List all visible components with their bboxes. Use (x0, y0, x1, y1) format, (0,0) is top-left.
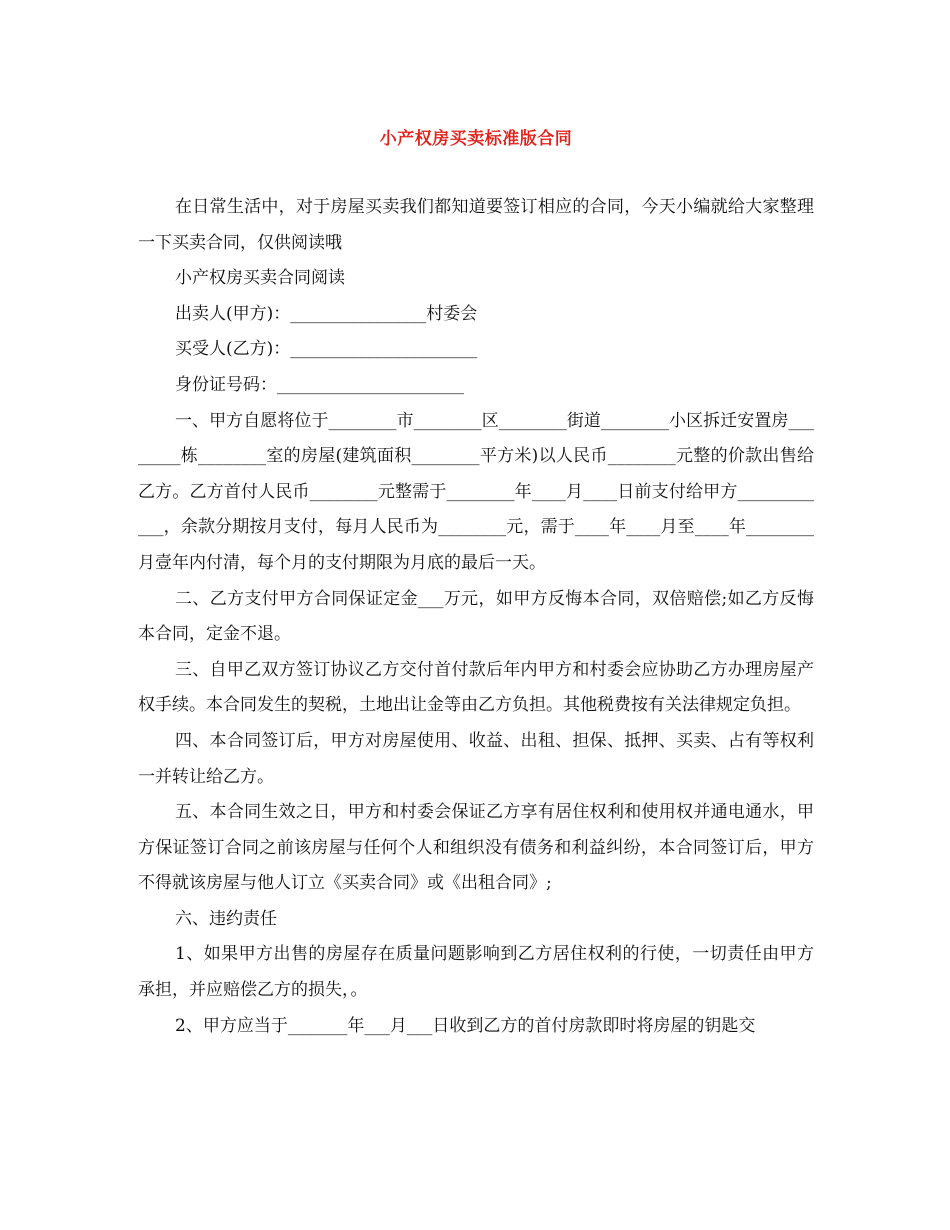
clause-2: 二、乙方支付甲方合同保证定金___万元，如甲方反悔本合同，双倍赔偿;如乙方反悔本合同，定金不退。 (138, 588, 814, 645)
contract-heading: 小产权房买卖合同阅读 (175, 268, 345, 289)
document-title: 小产权房买卖标准版合同 (379, 129, 573, 149)
clause-3: 三、自甲乙双方签订协议乙方交付首付款后年内甲方和村委会应协助乙方办理房屋产权手续。本合同发生的契税，土地出让金等由乙方负担。其他税费按有关法律规定负担。 (138, 659, 814, 716)
clause-6-item-2: 2、甲方应当于_______年___月___日收到乙方的首付房款即时将房屋的钥匙交 (175, 1015, 756, 1036)
clause-1: 一、甲方自愿将位于________市________区________街道________小区拆迁安置房________栋________室的房屋(建筑面积________平方米)以人民币________元整的价款出售给乙方。乙方首付人民币________元整需于________年____月____日前支付给甲方____________，余款分期按月支付，每月人民币为________元，需于____年____月至____年________月壹年内付清，每个月的支付期限为月底的最后一天。 (138, 410, 814, 573)
buyer-line: 买受人(乙方)：______________________ (175, 339, 478, 360)
id-number-line: 身份证号码：______________________ (175, 374, 464, 395)
clause-5: 五、本合同生效之日，甲方和村委会保证乙方享有居住权利和使用权并通电通水，甲方保证签订合同之前该房屋与任何个人和组织没有债务和利益纠纷，本合同签订后，甲方不得就该房屋与他人订立《买卖合同》或《出租合同》; (138, 802, 814, 894)
intro-paragraph: 在日常生活中，对于房屋买卖我们都知道要签订相应的合同，今天小编就给大家整理一下买卖合同，仅供阅读哦 (138, 197, 814, 253)
document-body (138, 190, 814, 1044)
clause-4: 四、本合同签订后，甲方对房屋使用、收益、出租、担保、抵押、买卖、占有等权利一并转让给乙方。 (138, 730, 814, 787)
clause-6-heading: 六、违约责任 (175, 908, 277, 929)
seller-line: 出卖人(甲方)：________________村委会 (175, 303, 478, 324)
clause-6-item-1: 1、如果甲方出售的房屋存在质量问题影响到乙方居住权利的行使，一切责任由甲方承担，并应赔偿乙方的损失，。 (138, 944, 814, 1001)
